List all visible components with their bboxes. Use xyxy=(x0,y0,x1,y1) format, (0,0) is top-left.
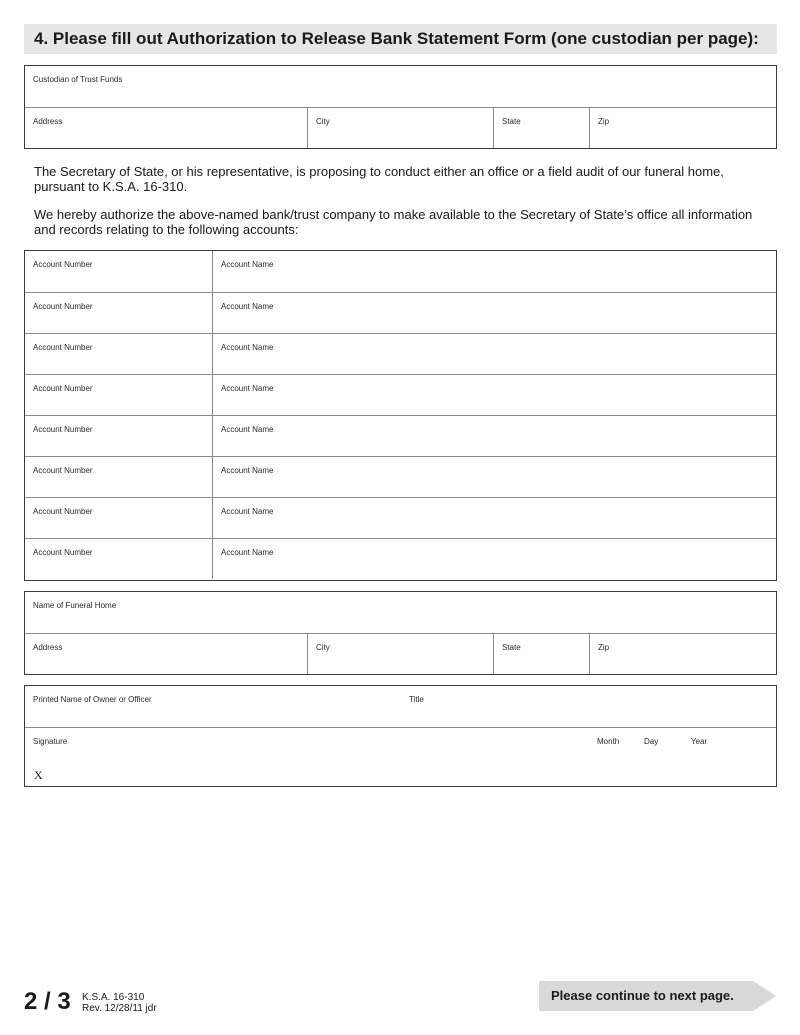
custodian-city-field[interactable] xyxy=(307,108,493,148)
funeral-home-name-field[interactable] xyxy=(25,592,776,633)
day-field[interactable] xyxy=(636,728,683,785)
signature-row xyxy=(25,727,776,785)
accounts-table xyxy=(24,250,777,581)
custodian-state-label: State xyxy=(502,117,521,126)
account-number-label: Account Number xyxy=(33,548,93,557)
custodian-city-label: City xyxy=(316,117,330,126)
month-field[interactable] xyxy=(589,728,636,785)
funeral-home-zip-label: Zip xyxy=(598,643,610,652)
account-number-label: Account Number xyxy=(33,260,93,269)
custodian-address-field[interactable] xyxy=(25,108,307,148)
account-name-label: Account Name xyxy=(221,425,274,434)
account-row xyxy=(25,538,776,579)
account-name-label: Account Name xyxy=(221,343,274,352)
funeral-home-city-label: City xyxy=(316,643,330,652)
account-number-field[interactable] xyxy=(25,251,212,292)
account-row xyxy=(25,333,776,374)
account-number-field[interactable] xyxy=(25,539,212,579)
funeral-home-address-row xyxy=(25,633,776,674)
account-row xyxy=(25,415,776,456)
account-row xyxy=(25,292,776,333)
account-number-field[interactable] xyxy=(25,457,212,497)
custodian-address-label: Address xyxy=(33,117,63,126)
funeral-home-address-field[interactable] xyxy=(25,634,307,674)
account-number-label: Account Number xyxy=(33,425,93,434)
custodian-name-label: Custodian of Trust Funds xyxy=(33,75,123,84)
printed-name-label: Printed Name of Owner or Officer xyxy=(33,695,152,704)
account-number-field[interactable] xyxy=(25,498,212,538)
statute-reference: K.S.A. 16-310 xyxy=(82,992,145,1003)
continue-label: Please continue to next page. xyxy=(551,988,734,1003)
funeral-home-address-label: Address xyxy=(33,643,63,652)
account-name-label: Account Name xyxy=(221,548,274,557)
funeral-home-state-field[interactable] xyxy=(493,634,589,674)
officer-row xyxy=(25,686,776,727)
signature-label: Signature xyxy=(33,737,68,746)
account-name-field[interactable] xyxy=(212,375,776,415)
printed-name-field[interactable] xyxy=(25,686,401,727)
account-name-field[interactable] xyxy=(212,498,776,538)
page-number: 2 / 3 xyxy=(24,988,71,1015)
account-name-label: Account Name xyxy=(221,260,274,269)
year-label: Year xyxy=(691,737,708,746)
funeral-home-city-field[interactable] xyxy=(307,634,493,674)
account-name-field[interactable] xyxy=(212,457,776,497)
account-name-label: Account Name xyxy=(221,466,274,475)
authorization-paragraph: We hereby authorize the above-named bank/trust company to make available to the Secretary of State’s office all information and records relating to the following accounts: xyxy=(34,207,753,237)
funeral-home-box xyxy=(24,591,777,675)
account-number-field[interactable] xyxy=(25,375,212,415)
account-number-field[interactable] xyxy=(25,334,212,374)
signature-field[interactable] xyxy=(25,728,589,785)
custodian-address-row xyxy=(25,107,776,148)
audit-notice-paragraph: The Secretary of State, or his representative, is proposing to conduct either an office or a field audit of our funeral home, pursuant to K.S.A. 16-310. xyxy=(34,164,724,194)
account-name-label: Account Name xyxy=(221,302,274,311)
account-name-field[interactable] xyxy=(212,334,776,374)
revision-note: Rev. 12/28/11 jdr xyxy=(82,1003,157,1014)
account-number-label: Account Number xyxy=(33,466,93,475)
account-name-label: Account Name xyxy=(221,384,274,393)
account-name-field[interactable] xyxy=(212,293,776,333)
account-number-label: Account Number xyxy=(33,507,93,516)
account-name-label: Account Name xyxy=(221,507,274,516)
continue-banner xyxy=(539,981,776,1011)
custodian-name-field[interactable] xyxy=(25,66,776,107)
custodian-state-field[interactable] xyxy=(493,108,589,148)
section-header: 4. Please fill out Authorization to Release Bank Statement Form (one custodian per page): xyxy=(24,24,777,54)
footer-reference xyxy=(82,992,157,1014)
title-field[interactable] xyxy=(401,686,776,727)
funeral-home-state-label: State xyxy=(502,643,521,652)
account-row xyxy=(25,251,776,292)
account-row xyxy=(25,497,776,538)
funeral-home-name-label: Name of Funeral Home xyxy=(33,601,117,610)
year-field[interactable] xyxy=(683,728,776,785)
account-number-label: Account Number xyxy=(33,343,93,352)
account-number-label: Account Number xyxy=(33,302,93,311)
day-label: Day xyxy=(644,737,659,746)
signature-x-mark: X xyxy=(34,768,43,782)
custodian-zip-field[interactable] xyxy=(589,108,776,148)
funeral-home-name-row xyxy=(25,592,776,633)
account-row xyxy=(25,456,776,497)
signature-box xyxy=(24,685,777,787)
account-number-label: Account Number xyxy=(33,384,93,393)
month-label: Month xyxy=(597,737,620,746)
custodian-zip-label: Zip xyxy=(598,117,610,126)
title-label: Title xyxy=(409,695,424,704)
account-number-field[interactable] xyxy=(25,293,212,333)
account-row xyxy=(25,374,776,415)
account-name-field[interactable] xyxy=(212,416,776,456)
custodian-name-row xyxy=(25,66,776,107)
account-number-field[interactable] xyxy=(25,416,212,456)
account-name-field[interactable] xyxy=(212,251,776,292)
account-name-field[interactable] xyxy=(212,539,776,579)
custodian-box xyxy=(24,65,777,149)
funeral-home-zip-field[interactable] xyxy=(589,634,776,674)
